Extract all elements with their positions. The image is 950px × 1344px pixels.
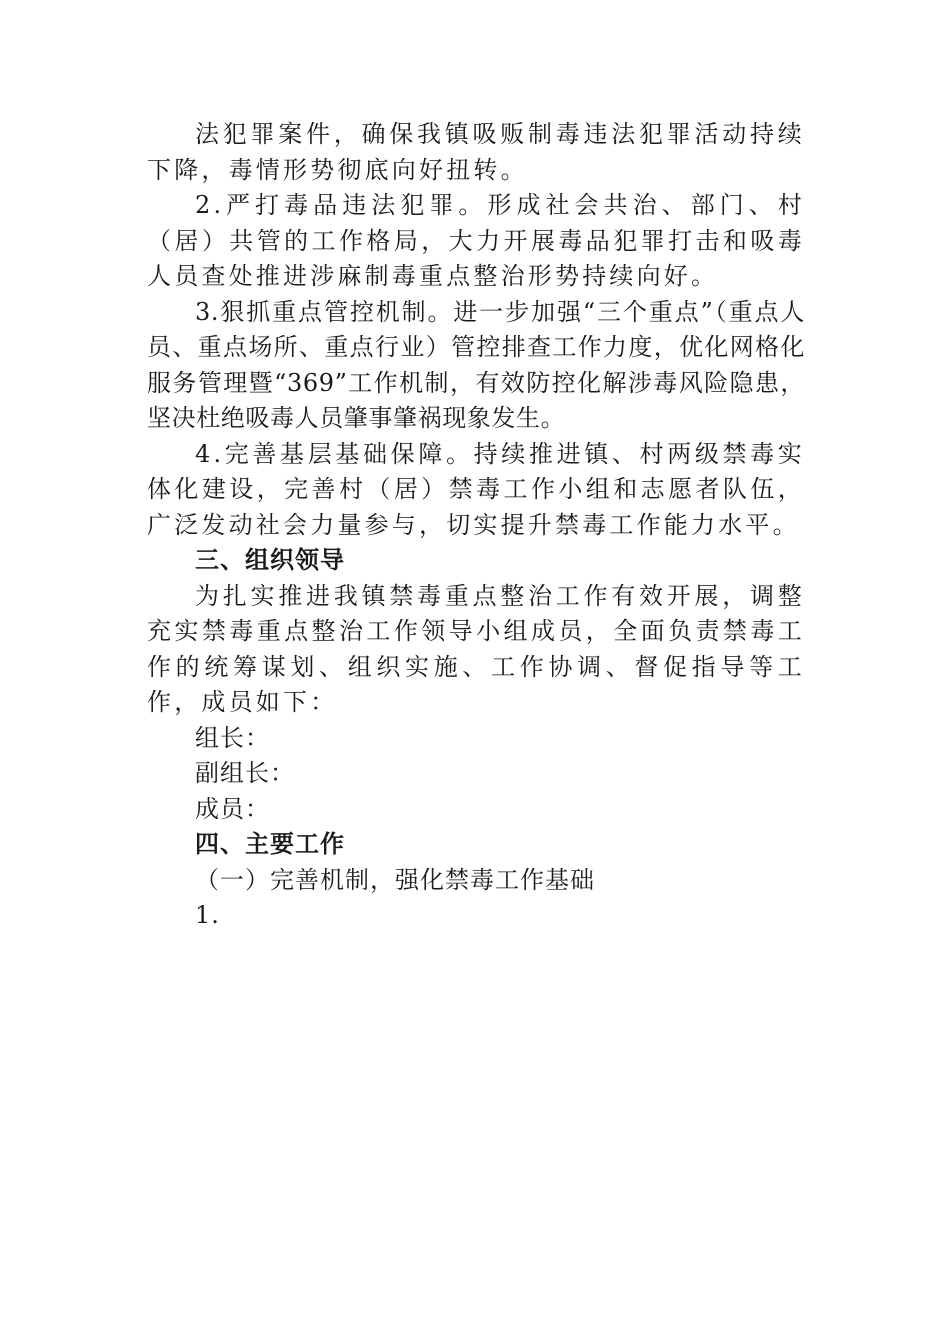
paragraph-crime-cases: 法犯罪案件，确保我镇吸贩制毒违法犯罪活动持续下降，毒情形势彻底向好扭转。 (147, 120, 805, 184)
paragraph-grassroots-support: 4.完善基层基础保障。持续推进镇、村两级禁毒实体化建设，完善村（居）禁毒工作小组和志愿者队伍，广泛发动社会力量参与，切实提升禁毒工作能力水平。 (147, 439, 805, 539)
deputy-leader-line: 副组长： (195, 759, 295, 787)
section-heading-main-work: 四、主要工作 (195, 830, 345, 858)
document-body (147, 117, 805, 934)
paragraph-key-control: 3.狠抓重点管控机制。进一步加强“三个重点”（重点人员、重点场所、重点行业）管控排查工作力度，优化网格化服务管理暨“369”工作机制，有效防控化解涉毒风险隐患，坚决杜绝吸毒人员肇事肇祸现象发生。 (147, 297, 805, 432)
leader-line: 组长： (195, 723, 270, 752)
section-heading-organization: 三、组织领导 (195, 546, 345, 574)
paragraph-strike-drug-crime: 2.严打毒品违法犯罪。形成社会共治、部门、村（居）共管的工作格局，大力开展毒品犯罪打击和吸毒人员查处推进涉麻制毒重点整治形势持续向好。 (147, 191, 805, 290)
members-line: 成员： (195, 794, 270, 823)
paragraph-leadership-group: 为扎实推进我镇禁毒重点整治工作有效开展，调整充实禁毒重点整治工作领导小组成员，全面负责禁毒工作的统筹谋划、组织实施、工作协调、督促指导等工作，成员如下： (147, 581, 805, 716)
list-item-number: 1. (195, 901, 220, 929)
subsection-heading-mechanism: （一）完善机制，强化禁毒工作基础 (195, 865, 595, 894)
